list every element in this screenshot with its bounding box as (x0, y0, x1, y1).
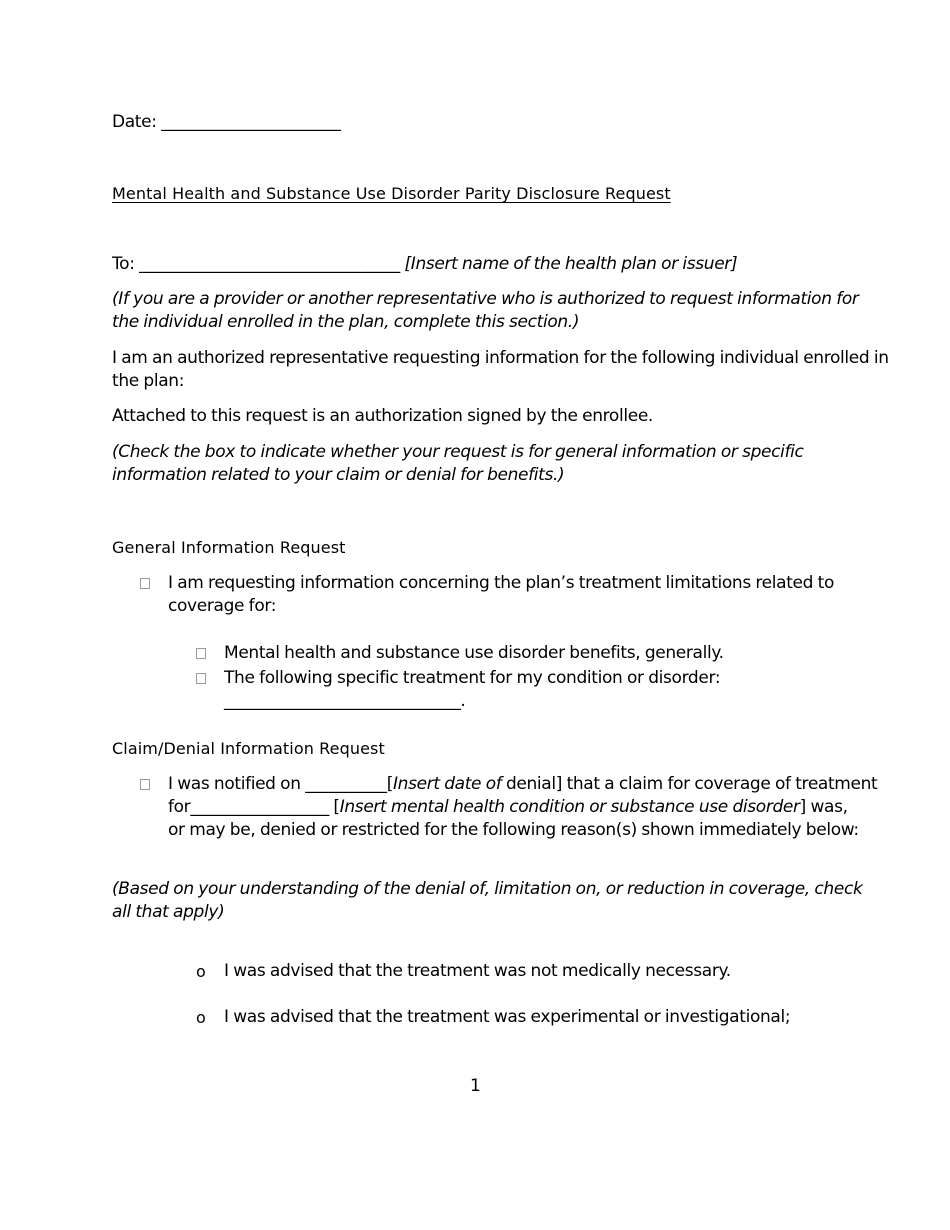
reason-marker-2[interactable]: o (196, 1008, 206, 1027)
specific-treatment-checkbox[interactable] (196, 673, 206, 684)
general-heading: General Information Request (112, 538, 346, 557)
provider-note-line-2: the individual enrolled in the plan, complete this section.) (112, 312, 580, 332)
general-request-checkbox[interactable] (140, 578, 150, 589)
claim-condition-hint: Insert mental health condition or substance use disorder (339, 797, 800, 817)
based-note-line-2: all that apply) (112, 902, 225, 922)
reason-marker-1[interactable]: o (196, 962, 206, 981)
to-hint: [Insert name of the health plan or issuer] (404, 254, 738, 274)
document-title: Mental Health and Substance Use Disorder Parity Disclosure Request (112, 184, 671, 203)
check-note-line-1: (Check the box to indicate whether your request is for general information or specific (112, 442, 804, 462)
representative-line-2: the plan: (112, 371, 185, 391)
reason-experimental: I was advised that the treatment was experimental or investigational; (224, 1007, 791, 1027)
based-note-line-1: (Based on your understanding of the denial of, limitation on, or reduction in coverage, check (112, 879, 863, 899)
claim-date-hint: Insert date of (393, 774, 502, 794)
representative-line-1: I am an authorized representative requesting information for the following individual enrolled in (112, 348, 889, 368)
general-request-line-1: I am requesting information concerning the plan’s treatment limitations related to (168, 573, 835, 593)
to-line (112, 253, 737, 276)
claim-line-1-end: denial] that a claim for coverage of treatment (501, 774, 878, 794)
provider-note-line-1: (If you are a provider or another representative who is authorized to request information for (112, 289, 859, 309)
claim-request-checkbox[interactable] (140, 779, 150, 790)
page-number: 1 (470, 1076, 481, 1096)
general-benefits-option: Mental health and substance use disorder benefits, generally. (224, 643, 724, 663)
specific-treatment-option: The following specific treatment for my condition or disorder: (224, 668, 721, 688)
to-blank[interactable]: ________________________________ (139, 254, 400, 274)
date-blank[interactable]: ______________________ (161, 112, 341, 132)
specific-treatment-blank[interactable]: _____________________________. (224, 691, 466, 711)
claim-line-2-end: ] was, (799, 797, 848, 817)
claim-line-1-start: I was notified on __________[ (168, 774, 393, 794)
check-note-line-2: information related to your claim or denial for benefits.) (112, 465, 565, 485)
general-request-line-2: coverage for: (168, 596, 277, 616)
claim-line-1 (168, 773, 877, 796)
attached-statement: Attached to this request is an authorization signed by the enrollee. (112, 406, 653, 426)
to-label: To: (112, 254, 140, 274)
date-line (112, 111, 340, 134)
date-label: Date: (112, 112, 162, 132)
reason-not-necessary: I was advised that the treatment was not medically necessary. (224, 961, 731, 981)
claim-line-2-start: for_________________ [ (168, 797, 340, 817)
claim-line-3: or may be, denied or restricted for the following reason(s) shown immediately below: (168, 820, 859, 840)
claim-line-2 (168, 796, 848, 819)
general-benefits-checkbox[interactable] (196, 648, 206, 659)
claim-heading: Claim/Denial Information Request (112, 739, 385, 758)
